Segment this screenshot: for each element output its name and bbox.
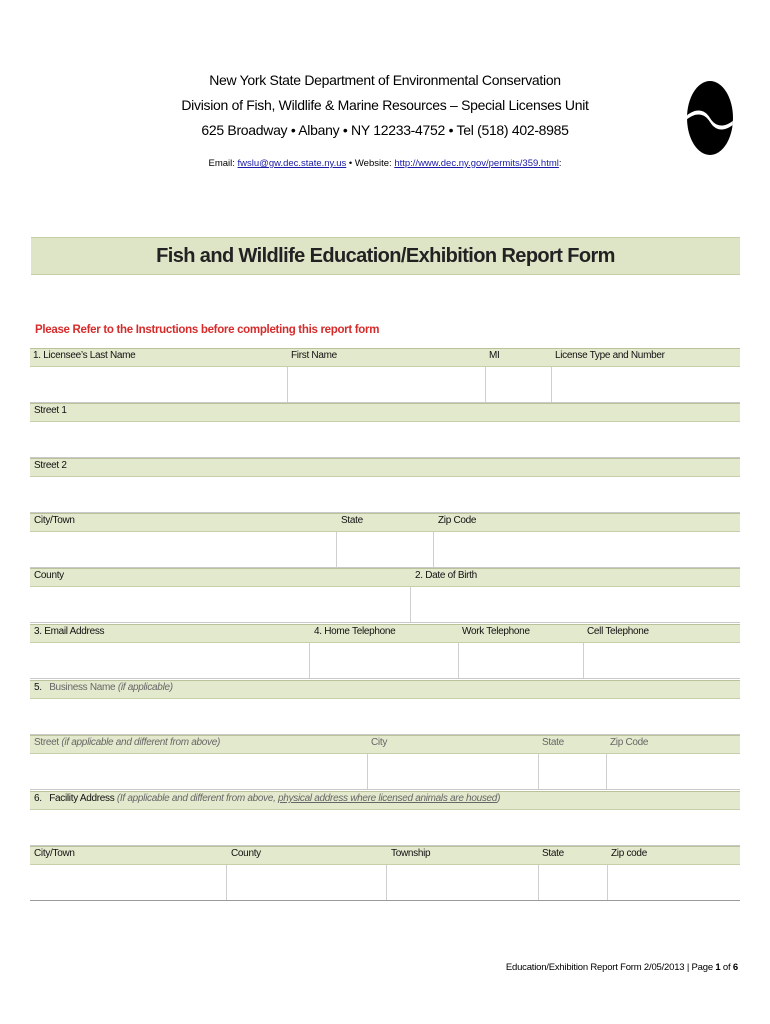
county-field-row [30,587,740,623]
division-name: Division of Fish, Wildlife & Marine Resources – Special Licenses Unit [181,97,589,113]
street1-label: Street 1 [34,405,67,416]
facility-note-underlined: physical address where licensed animals are housed [278,793,498,804]
facility-township-label: Township [391,848,431,859]
form-title: Fish and Wildlife Education/Exhibition Report Form [156,244,615,267]
name-field-row [30,367,740,403]
email-label: Email: [208,158,235,169]
business-number: 5. [34,682,42,693]
business-street-note: (if applicable and different from above) [61,737,221,748]
facility-state-field[interactable] [539,865,607,900]
facility-county-field[interactable] [227,865,386,900]
street1-label-row [30,403,740,422]
business-label-row [30,680,740,699]
dob-field[interactable] [411,587,740,622]
email-link[interactable]: fwslu@gw.dec.state.ny.us [237,158,347,169]
county-label: County [34,570,64,581]
work-telephone-field[interactable] [459,643,583,678]
facility-number: 6. [34,793,42,804]
footer-page-total: 6 [732,962,738,973]
dec-logo-icon [686,80,734,156]
business-name-text: Business Name [49,682,116,693]
name-label-row [30,348,740,367]
business-address-label-row [30,735,740,754]
agency-name: New York State Department of Environmental Conservation [209,72,561,88]
facility-address-label [34,793,500,804]
state-field[interactable] [337,532,433,567]
cell-telephone-field[interactable] [584,643,740,678]
agency-address: 625 Broadway • Albany • NY 12233-4752 • Tel (518) 402-8985 [201,122,569,138]
home-telephone-label: 4. Home Telephone [314,626,396,637]
facility-city-label-row [30,846,740,865]
contact-line [0,158,770,169]
contact-field-row [30,643,740,679]
business-zip-label: Zip Code [610,737,649,748]
facility-address-text: Facility Address [49,793,115,804]
instructions-note: Please Refer to the Instructions before completing this report form [35,324,380,336]
mi-label: MI [489,350,500,361]
footer-page-number: 1 [715,962,721,973]
facility-zip-field[interactable] [608,865,740,900]
business-name-note: (if applicable) [117,682,173,693]
city-label: City/Town [34,515,75,526]
street2-field[interactable] [30,477,740,513]
business-state-field[interactable] [539,754,606,789]
street2-label: Street 2 [34,460,67,471]
business-street-label [34,737,220,748]
facility-note-end: ) [497,793,501,804]
facility-note: (If applicable and different from above, [116,793,276,804]
website-label: • Website: [348,158,392,169]
facility-address-field[interactable] [30,810,740,846]
license-type-label: License Type and Number [555,350,665,361]
facility-zip-label: Zip code [611,848,647,859]
zip-field[interactable] [434,532,740,567]
business-name-label [34,682,173,693]
city-field[interactable] [30,532,336,567]
county-field[interactable] [30,587,410,622]
business-street-text: Street [34,737,59,748]
form-title-bar [31,237,740,275]
facility-city-field[interactable] [30,865,226,900]
facility-township-field[interactable] [387,865,538,900]
business-city-field[interactable] [368,754,538,789]
contact-label-row [30,624,740,643]
county-label-row [30,568,740,587]
city-label-row [30,513,740,532]
zip-label: Zip Code [438,515,477,526]
facility-state-label: State [542,848,564,859]
last-name-label: 1. Licensee’s Last Name [33,350,136,361]
first-name-field[interactable] [288,367,485,402]
home-telephone-field[interactable] [310,643,458,678]
business-zip-field[interactable] [607,754,740,789]
facility-county-label: County [231,848,261,859]
facility-city-label: City/Town [34,848,75,859]
business-city-label: City [371,737,388,748]
email-address-field[interactable] [30,643,309,678]
cell-telephone-label: Cell Telephone [587,626,649,637]
first-name-label: First Name [291,350,337,361]
state-label: State [341,515,363,526]
business-state-label: State [542,737,564,748]
last-name-field[interactable] [30,367,287,402]
business-address-field-row [30,754,740,790]
city-field-row [30,532,740,568]
website-link[interactable]: http://www.dec.ny.gov/permits/359.html [394,158,559,169]
footer-of: of [722,962,731,973]
work-telephone-label: Work Telephone [462,626,530,637]
street2-label-row [30,458,740,477]
mi-field[interactable] [486,367,551,402]
business-name-field[interactable] [30,699,740,735]
email-address-label: 3. Email Address [34,626,105,637]
license-type-field[interactable] [552,367,740,402]
website-suffix: : [558,158,562,169]
facility-city-field-row [30,865,740,901]
business-street-field[interactable] [30,754,367,789]
street1-field[interactable] [30,422,740,458]
facility-label-row [30,791,740,810]
footer-text: Education/Exhibition Report Form 2/05/2013 | Page [505,962,713,973]
page-footer [506,962,738,973]
dob-label: 2. Date of Birth [415,570,477,581]
